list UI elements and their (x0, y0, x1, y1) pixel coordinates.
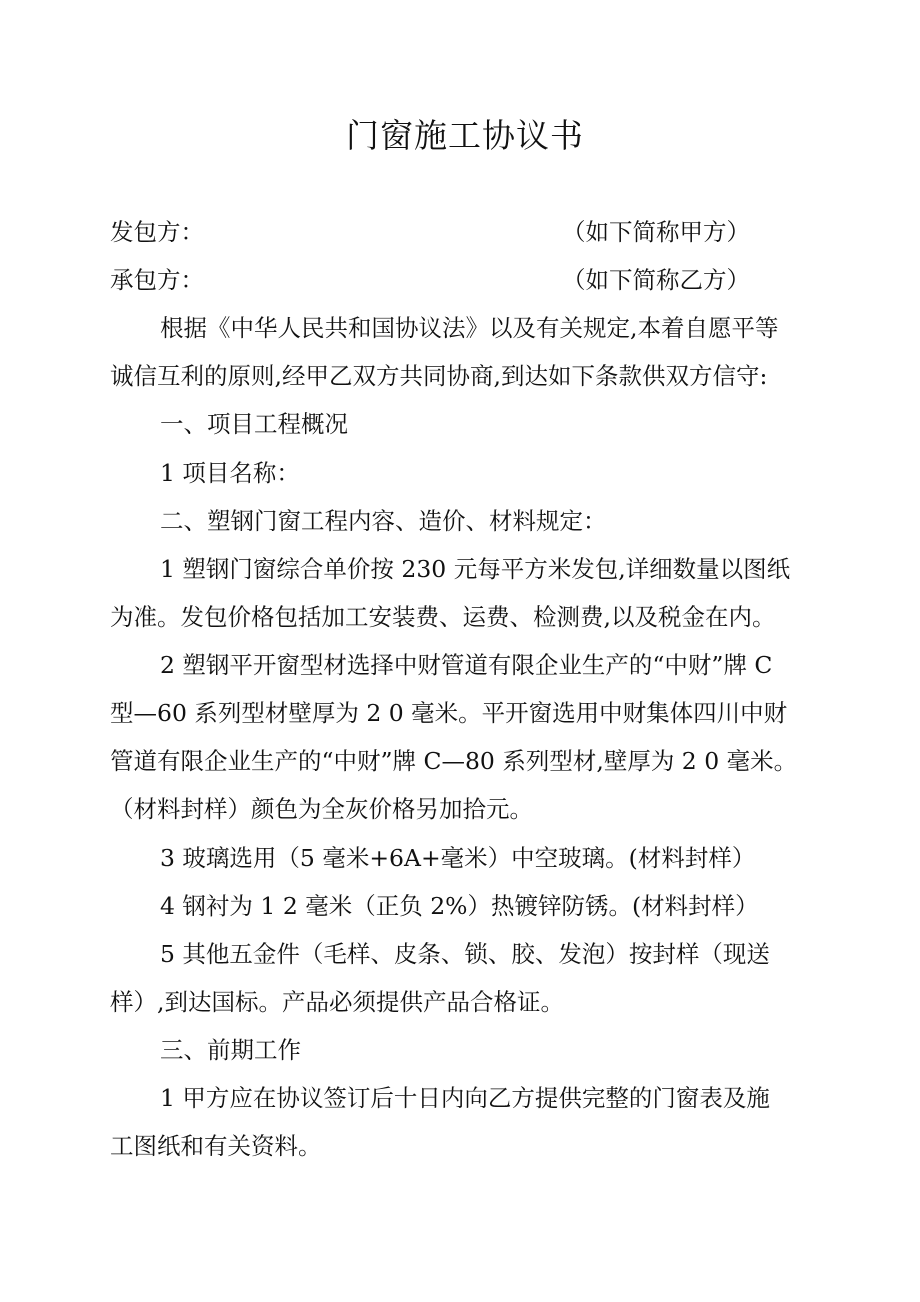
party-label: 承包方： (110, 266, 204, 294)
party-note: （如下简称甲方） (562, 218, 750, 246)
body-line: 3 玻璃选用（5 毫米+6A+毫米）中空玻璃。(材料封样） (160, 844, 756, 872)
body-line: 为准。发包价格包括加工安装费、运费、检测费,以及税金在内。 (110, 603, 776, 631)
body-line: 2 塑钢平开窗型材选择中财管道有限企业生产的“中财”牌 C (160, 651, 773, 679)
document-title: 门窗施工协议书 (346, 116, 584, 155)
body-line: 管道有限企业生产的“中财”牌 C—80 系列型材,壁厚为 2 0 毫米。 (110, 747, 798, 775)
party-label: 发包方： (110, 218, 204, 246)
body-line: 4 钢衬为 1 2 毫米（正负 2%）热镀锌防锈。(材料封样） (160, 892, 759, 920)
section-heading: 二、塑钢门窗工程内容、造价、材料规定： (160, 507, 607, 535)
party-note: （如下简称乙方） (562, 266, 750, 294)
section-heading: 一、项目工程概况 (160, 410, 348, 438)
body-line: 1 项目名称： (160, 459, 300, 487)
body-line: （材料封样）颜色为全灰价格另加拾元。 (110, 795, 533, 823)
body-line: 工图纸和有关资料。 (110, 1132, 322, 1160)
body-line: 1 甲方应在协议签订后十日内向乙方提供完整的门窗表及施 (160, 1084, 770, 1112)
body-line: 样）,到达国标。产品必须提供产品合格证。 (110, 988, 564, 1016)
body-line: 诚信互利的原则,经甲乙双方共同协商,到达如下条款供双方信守: (110, 362, 768, 390)
body-line: 型—60 系列型材壁厚为 2 0 毫米。平开窗选用中财集体四川中财 (110, 699, 788, 727)
section-heading: 三、前期工作 (160, 1036, 301, 1064)
body-line: 根据《中华人民共和国协议法》以及有关规定,本着自愿平等 (160, 314, 779, 342)
body-line: 1 塑钢门窗综合单价按 230 元每平方米发包,详细数量以图纸 (160, 555, 791, 583)
body-line: 5 其他五金件（毛样、皮条、锁、胶、发泡）按封样（现送 (160, 940, 770, 968)
